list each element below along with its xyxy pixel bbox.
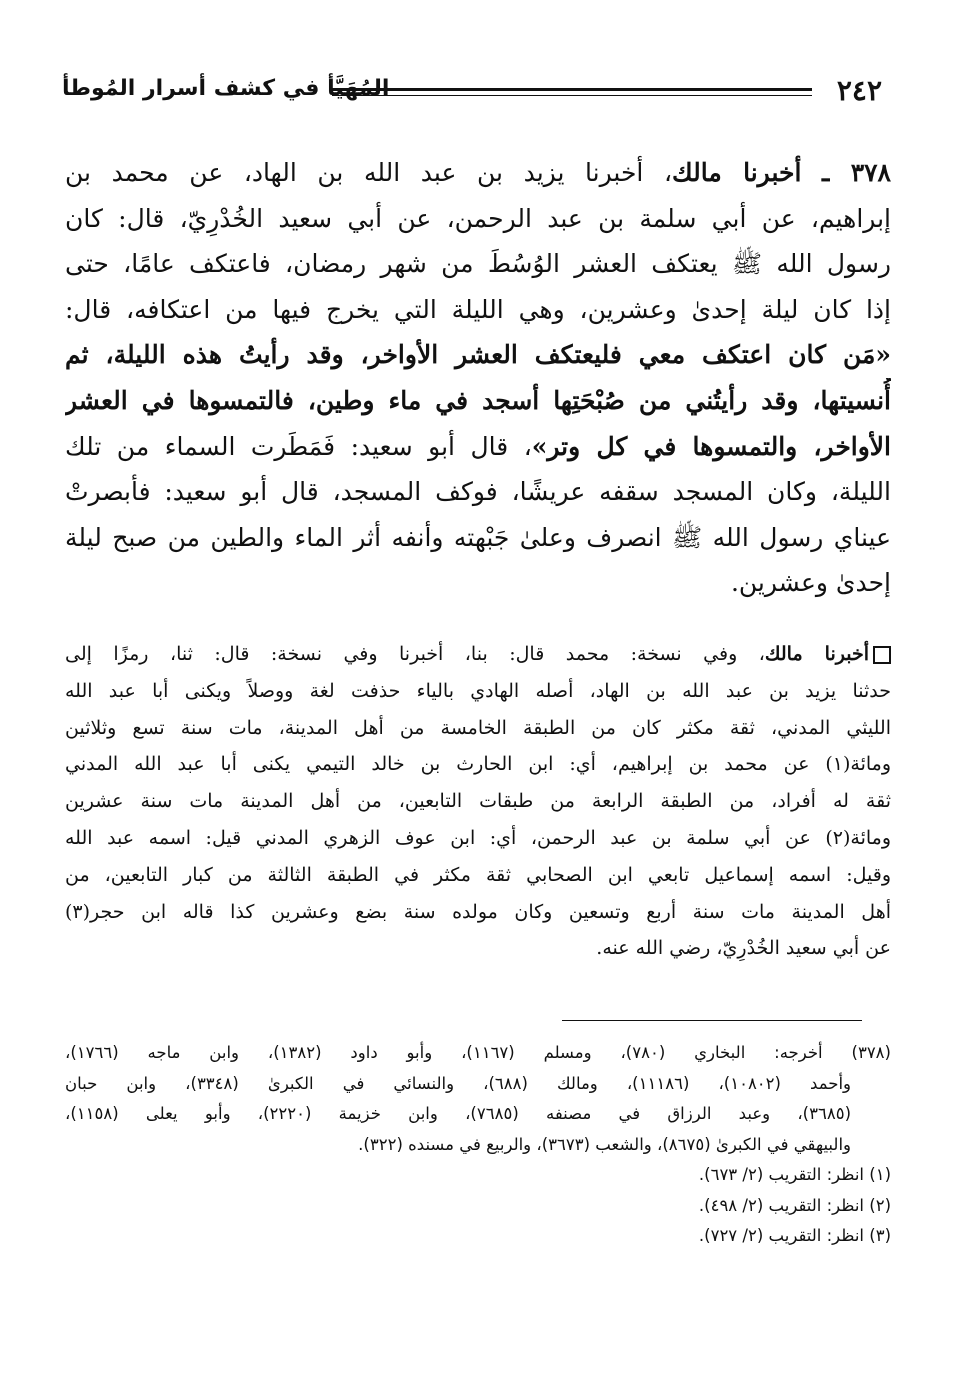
hadith-line: رسول الله ﷺ يعتكف العشر الوُسُطَ من شهر رمضان، فاعتكف عامًا، حتى [65, 249, 891, 279]
commentary-line: ومائة(٢) عن أبي سلمة بن عبد الرحمن، أي: ابن عوف الزهري المدني قيل: اسمه عبد الله [65, 826, 891, 849]
hadith-line: إذا كان ليلة إحدىٰ وعشرين، وهي الليلة التي يخرج فيها من اعتكافه، قال: [65, 294, 891, 324]
hadith-line: الليلة، وكان المسجد سقفه عريشًا، فوكف المسجد، قال أبو سعيد: فأبصرتْ [65, 477, 891, 507]
takhrij-line: (٣٧٨) أخرجه: البخاري (٧٨٠)، ومسلم (١١٦٧)، وأبو داود (١٣٨٢)، وابن ماجه (١٧٦٦)، [65, 1043, 891, 1062]
commentary-line: ثقة له أفراد، من الطبقة الرابعة من طبقات التابعين، من أهل المدينة مات سنة عشرين [65, 790, 891, 813]
commentary-line: حدثنا يزيد بن عبد الله بن الهاد، أصله الهادي بالياء حذفت لغة ووصلاً ويكنى أبا عبد الله [65, 679, 891, 702]
commentary-line: أخبرنا مالك، وفي نسخة: محمد قال: بنا، أخبرنا وفي نسخة: قال: ثنا، رمزًا إلى [65, 636, 891, 673]
footnote-ref: (٣) انظر: التقريب (٢/ ٧٢٧). [698, 1226, 891, 1245]
takhrij-line: وأحمد (١٠٨٠٢)، (١١١٨٦)، ومالك (٦٨٨)، والنسائي في الكبرىٰ (٣٣٤٨)، وابن حبان [65, 1073, 851, 1093]
page-number: ٢٤٢ [836, 74, 882, 107]
hadith-line: ٣٧٨ ـ أخبرنا مالك، أخبرنا يزيد بن عبد الله بن الهاد، عن محمد بن [65, 158, 891, 187]
commentary-line: الليثي المدني، ثقة مكثر كان من الطبقة الخامسة من أهل المدينة، مات سنة تسع وثلاثين [65, 716, 891, 739]
footnote-divider [562, 1020, 862, 1021]
takhrij-line: والبيهقي في الكبرىٰ (٨٦٧٥)، والشعب (٣٦٧٣)، والربيع في مسنده (٣٢٢). [358, 1134, 851, 1154]
hadith-line: إبراهيم، عن أبي سلمة بن عبد الرحمن، عن أبي سعيد الخُدْرِيّ، قال: كان [65, 203, 891, 233]
hadith-opening: أخبرنا مالك [672, 158, 802, 187]
footnotes [65, 1038, 891, 1252]
commentary-line: وقيل: اسمه إسماعيل تابعي ابن الصحابي ثقة مكثر في الطبقة الثالثة من كبار التابعين، من [65, 863, 891, 886]
header-rule-thin [332, 95, 812, 96]
hadith-line-prophetic-speech: «مَن كان اعتكف معي فليعتكف العشر الأواخر، وقد رأيتُ هذه الليلة، ثم [65, 340, 891, 370]
commentary-opening: أخبرنا مالك [764, 643, 869, 665]
hadith-line: عيناي رسول الله ﷺ انصرف وعلىٰ جَبْهته وأنفه أثر الماء والطين من صبح ليلة [65, 522, 891, 552]
hadith-line: إحدىٰ وعشرين. [730, 568, 891, 598]
takhrij-line: (٣٦٨٥)، وعبد الرزاق في مصنفه (٧٦٨٥)، وابن خزيمة (٢٢٢٠)، وأبو يعلى (١١٥٨)، [65, 1104, 852, 1123]
hadith-number: ٣٧٨ ـ [822, 158, 891, 187]
commentary-line: عن أبي سعيد الخُدْرِيّ، رضي الله عنه. [596, 937, 891, 960]
hadith-text [65, 150, 891, 606]
commentary-text [65, 636, 891, 967]
hadith-line-prophetic-speech: أُنسيتها، وقد رأيتُني من صُبْحَتِها أسجد في ماء وطين، فالتمسوها في العشر [65, 385, 891, 415]
footnote-ref: (١) انظر: التقريب (٢/ ٦٧٣). [698, 1165, 891, 1184]
square-marker-icon [873, 646, 891, 664]
footnote-ref: (٢) انظر: التقريب (٢/ ٤٩٨). [698, 1195, 891, 1215]
hadith-line: الأواخر، والتمسوها في كل وتر»، قال أبو سعيد: فَمَطَرت السماء من تلك [65, 431, 891, 461]
book-title: المُهَيَّأ في كشف أسرار المُوطأ [62, 76, 390, 101]
header-rule [332, 88, 812, 91]
commentary-line: ومائة(١) عن محمد بن إبراهيم، أي: ابن الحارث بن خالد التيمي يكنى أبا عبد الله المدني [65, 753, 891, 776]
commentary-line: أهل المدينة مات سنة أربع وتسعين وكان مولده سنة بضع وعشرين كذا قاله ابن حجر(٣) [65, 900, 891, 923]
page-header [62, 74, 882, 114]
